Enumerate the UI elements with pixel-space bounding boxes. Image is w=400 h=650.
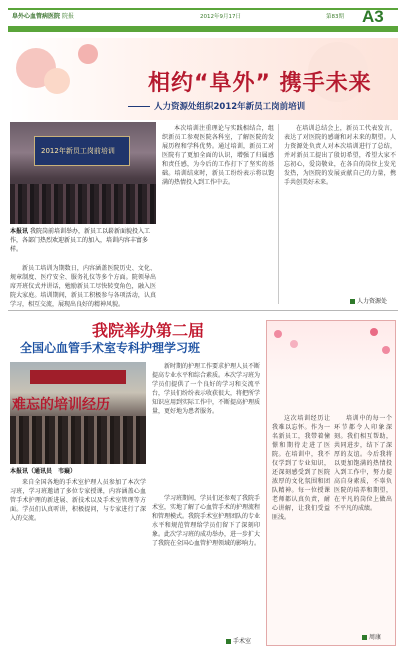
section-divider bbox=[8, 310, 398, 311]
photo-attendees bbox=[10, 416, 146, 464]
article1-paragraph: 新员工培训为期数日，内容涵盖医院历史、文化、规章制度、医疗安全、服务礼仪等多个方面。院领导出席开班仪式并讲话，勉励新员工尽快转变角色，融入医院大家庭。培训期间，新员工积极参与各项活动，认真学习，相互交流，展现出良好的精神风貌。 bbox=[10, 265, 156, 308]
decor-blob bbox=[44, 68, 70, 94]
article1-title: 相约“阜外” 携手未来 bbox=[148, 71, 372, 96]
article1-subtitle: 人力资源处组织2012年新员工岗前培训 bbox=[128, 100, 305, 112]
decor-blob bbox=[78, 44, 98, 64]
flower-icon bbox=[290, 340, 298, 348]
caption-lead: 本报讯 bbox=[10, 228, 29, 235]
masthead-section: 院报 bbox=[61, 13, 74, 20]
article2-title: 我院举办第二届 bbox=[92, 321, 205, 340]
masthead-bottom-bar bbox=[8, 26, 398, 32]
article1-photo bbox=[10, 122, 156, 224]
article2-paragraph: 来自全国各地的手术室护理人员参加了本次学习班，学习班邀请了多位专家授课，内容涵盖心血管手术护理的新进展、新技术以及手术室管理等方面。学员们认真听讲，积极提问，与专家进行了深入的交流。 bbox=[10, 479, 146, 522]
article1-header bbox=[8, 38, 398, 120]
square-bullet-icon bbox=[350, 299, 355, 304]
article2-paragraph: 学习班期间，学员们还参观了我院手术室，实地了解了心血管手术的护理流程和管理模式。我院手术室护理团队的专业水平和规范管理给学员们留下了深刻印象。此次学习班的成功举办，进一步扩大了我院在全国心血管护理领域的影响力。 bbox=[152, 495, 260, 547]
article1-author bbox=[350, 296, 387, 305]
flower-icon bbox=[382, 346, 390, 354]
masthead-date: 2012年9月17日 bbox=[200, 14, 241, 20]
article1-paragraph: 本次培训注重理论与实践相结合，组织新员工参观医院各科室，了解医院的发展历程和学科优势。通过培训，新员工对医院有了更加全面的认识，增强了归属感和责任感，为今后的工作打下了坚实的基础。培训结束时，新员工纷纷表示将以饱满的热情投入到工作中去。 bbox=[162, 125, 274, 186]
flower-icon bbox=[274, 330, 282, 338]
square-bullet-icon bbox=[226, 639, 231, 644]
article3-column-2 bbox=[334, 414, 392, 628]
masthead bbox=[0, 0, 400, 34]
article1-paragraph: 在培训总结会上，新员工代表发言，表达了对医院的感谢和对未来的期望。人力资源处负责人对本次培训进行了总结，并对新员工提出了殷切希望，希望大家不忘初心，爱岗敬业，在各自的岗位上发光发热，为医院的发展贡献自己的力量，携手共创美好未来。 bbox=[284, 125, 396, 186]
article1-column-1 bbox=[10, 264, 156, 308]
article2-column-1 bbox=[10, 478, 146, 644]
square-bullet-icon bbox=[362, 635, 367, 640]
photo-audience bbox=[10, 184, 156, 224]
article1-author-name: 人力资源处 bbox=[357, 298, 388, 305]
article2-column-3 bbox=[152, 494, 260, 632]
photo-screen-text: 2012年新员工岗前培训 bbox=[41, 147, 115, 155]
article1-column-2 bbox=[162, 124, 274, 308]
article2-column-2 bbox=[152, 362, 260, 490]
article2-author-name: 手术室 bbox=[233, 638, 252, 645]
article3-column-1 bbox=[272, 414, 330, 640]
article2-paragraph: 新时期的护理工作要求护理人员不断提高专业水平和综合素质。本次学习班为学员们提供了一个良好的学习和交流平台，学员们纷纷表示收获很大，将把所学知识应用到实际工作中，不断提高护理质量，更好地为患者服务。 bbox=[152, 363, 260, 415]
photo-banner bbox=[30, 370, 126, 384]
article3-author bbox=[362, 632, 381, 641]
masthead-top-rule bbox=[8, 8, 398, 10]
column-divider bbox=[278, 124, 279, 304]
photo-projection-screen bbox=[34, 136, 130, 166]
article1-caption bbox=[10, 227, 156, 263]
article1-column-3 bbox=[284, 124, 396, 292]
article3-author-name: 周康 bbox=[369, 634, 382, 641]
article2-caption bbox=[10, 467, 146, 477]
article2-subtitle: 全国心血管手术室专科护理学习班 bbox=[20, 341, 201, 355]
article2-author bbox=[226, 636, 251, 645]
article3-paragraph: 这次培训经历让我难以忘怀。作为一名新员工，我带着憧憬和期待走进了医院。在培训中，我不仅学到了专业知识，还深刻感受到了医院浓厚的文化氛围和团队精神。每一位授课老师都认真负责，耐心讲解，让我们受益匪浅。 bbox=[272, 415, 330, 521]
masthead-publication bbox=[12, 11, 74, 20]
masthead-page-code: A3 bbox=[362, 7, 384, 26]
caption-body: 我院岗前培训举办，新员工以崭新面貌投入工作，各部门热烈欢迎新员工的加入，培训内容丰富多样。 bbox=[10, 228, 150, 253]
article3-paragraph: 培训中的每一个环节都令人印象深刻。我们相互帮助，共同进步，结下了深厚的友谊。今后我将以更加饱满的热情投入到工作中，努力提高自身素质，不辜负医院的培养和期望，在平凡的岗位上做出不平凡的成绩。 bbox=[334, 415, 392, 512]
caption-lead: 本报讯（通讯员 韦嶷） bbox=[10, 468, 77, 475]
masthead-issue: 第83期 bbox=[326, 14, 344, 20]
article3-title: 难忘的培训经历 bbox=[12, 397, 110, 413]
masthead-hospital: 阜外心血管病医院 bbox=[12, 13, 61, 20]
flower-icon bbox=[370, 328, 378, 336]
